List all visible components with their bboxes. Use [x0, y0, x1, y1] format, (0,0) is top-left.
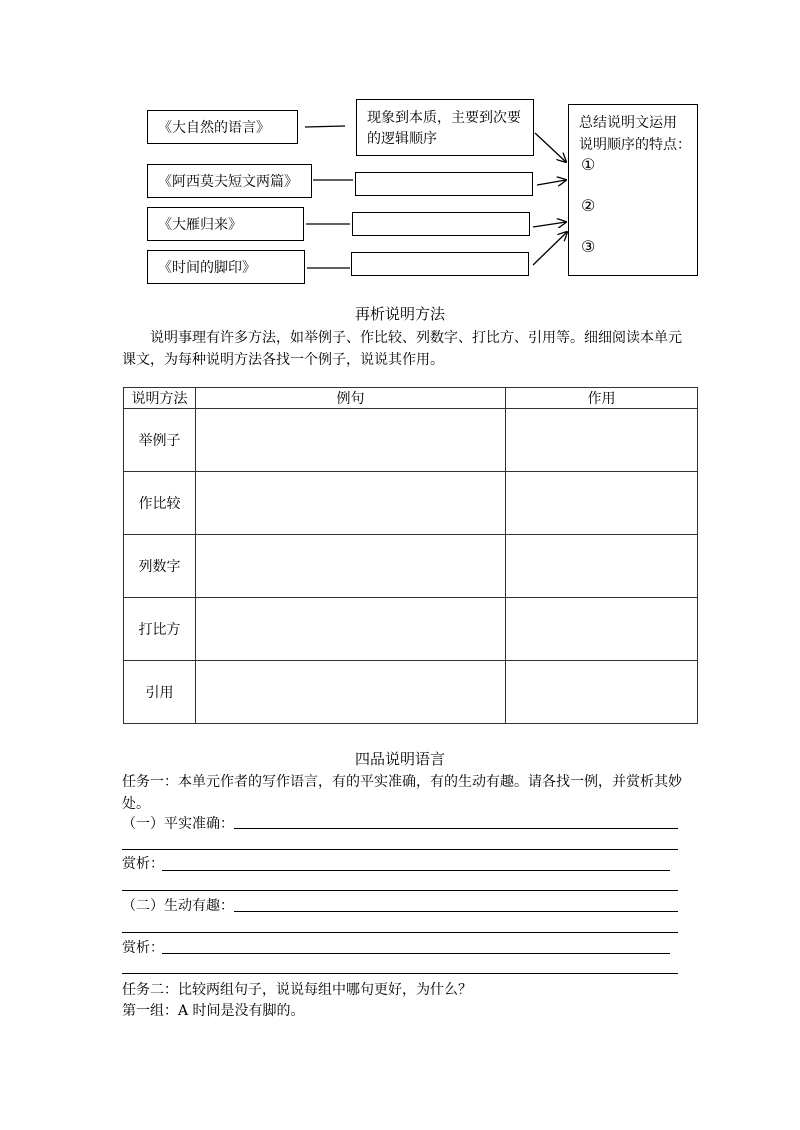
- section-title-language: 四品说明语言: [354, 750, 445, 768]
- analysis-label-2: 赏析：: [122, 940, 164, 956]
- group1-sentence: A 时间是没有脚的。: [178, 1003, 305, 1019]
- task2-text: 任务二：比较两组句子，说说每组中哪句更好，为什么？: [122, 982, 472, 998]
- example-cell[interactable]: [196, 472, 506, 535]
- vivid-answer-line[interactable]: [234, 911, 678, 912]
- summary-line-2: 说明顺序的特点：: [579, 137, 691, 153]
- text-title-wild-geese: 《大雁归来》: [158, 217, 242, 233]
- text-box-time-footprint: [147, 250, 305, 284]
- answer-box-2[interactable]: [355, 172, 533, 196]
- order-line-1: 现象到本质，主要到次要: [367, 110, 521, 126]
- example-cell[interactable]: [196, 661, 506, 724]
- summary-point-2: ②: [581, 196, 596, 215]
- analysis-answer-line-1[interactable]: [162, 870, 670, 871]
- text-box-asimov: [147, 164, 312, 198]
- method-label: 引用: [124, 661, 196, 724]
- table-row: [124, 598, 698, 661]
- table-row: [124, 661, 698, 724]
- methods-paragraph: 说明事理有许多方法，如举例子、作比较、列数字、打比方、引用等。细细阅读本单元课文，为每种说明方法各找一个例子，说说其作用。: [122, 330, 682, 368]
- method-label: 列数字: [124, 535, 196, 598]
- section-title-methods: 再析说明方法: [354, 305, 445, 323]
- methods-table: [123, 387, 698, 724]
- text-box-nature-language: [147, 110, 298, 144]
- vivid-label: （二）生动有趣：: [122, 898, 234, 914]
- function-cell[interactable]: [506, 661, 698, 724]
- analysis-answer-line-2[interactable]: [162, 953, 670, 954]
- summary-box: [568, 104, 698, 276]
- arrow-1: [535, 133, 566, 162]
- plain-answer-line[interactable]: [234, 828, 678, 829]
- analysis-answer-line-1b[interactable]: [122, 890, 678, 891]
- answer-box-3[interactable]: [352, 212, 530, 236]
- table-row: [124, 535, 698, 598]
- analysis-label-1: 赏析：: [122, 856, 164, 872]
- group1-prefix: 第一组：: [122, 1003, 178, 1019]
- table-row: [124, 472, 698, 535]
- method-label: 举例子: [124, 409, 196, 472]
- header-function: 作用: [506, 388, 698, 409]
- summary-point-3: ③: [581, 237, 596, 256]
- function-cell[interactable]: [506, 535, 698, 598]
- order-line-2: 的逻辑顺序: [367, 131, 437, 147]
- arrow-3: [533, 222, 566, 227]
- text-box-wild-geese: [147, 207, 304, 241]
- summary-point-1: ①: [581, 155, 596, 174]
- task1-text: 任务一：本单元作者的写作语言，有的平实准确，有的生动有趣。请各找一例，并赏析其妙处。: [122, 774, 682, 812]
- header-method: 说明方法: [124, 388, 196, 409]
- table-header-row: [124, 388, 698, 409]
- summary-line-1: 总结说明文运用: [579, 115, 677, 131]
- answer-box-4[interactable]: [351, 252, 529, 276]
- text-title-nature-language: 《大自然的语言》: [158, 120, 270, 136]
- method-label: 打比方: [124, 598, 196, 661]
- function-cell[interactable]: [506, 598, 698, 661]
- order-box-1: [356, 99, 534, 156]
- arrow-2: [537, 180, 566, 185]
- plain-answer-line-2[interactable]: [122, 849, 678, 850]
- text-title-time-footprint: 《时间的脚印》: [158, 260, 256, 276]
- analysis-answer-line-2b[interactable]: [122, 973, 678, 974]
- example-cell[interactable]: [196, 409, 506, 472]
- function-cell[interactable]: [506, 472, 698, 535]
- table-row: [124, 409, 698, 472]
- plain-label: （一）平实准确：: [122, 816, 234, 832]
- arrow-4: [533, 232, 567, 265]
- method-label: 作比较: [124, 472, 196, 535]
- connector-line-1: [305, 126, 345, 127]
- example-cell[interactable]: [196, 598, 506, 661]
- group1-line: [122, 1001, 305, 1021]
- function-cell[interactable]: [506, 409, 698, 472]
- text-title-asimov: 《阿西莫夫短文两篇》: [158, 174, 298, 190]
- example-cell[interactable]: [196, 535, 506, 598]
- vivid-answer-line-2[interactable]: [122, 932, 678, 933]
- header-example: 例句: [196, 388, 506, 409]
